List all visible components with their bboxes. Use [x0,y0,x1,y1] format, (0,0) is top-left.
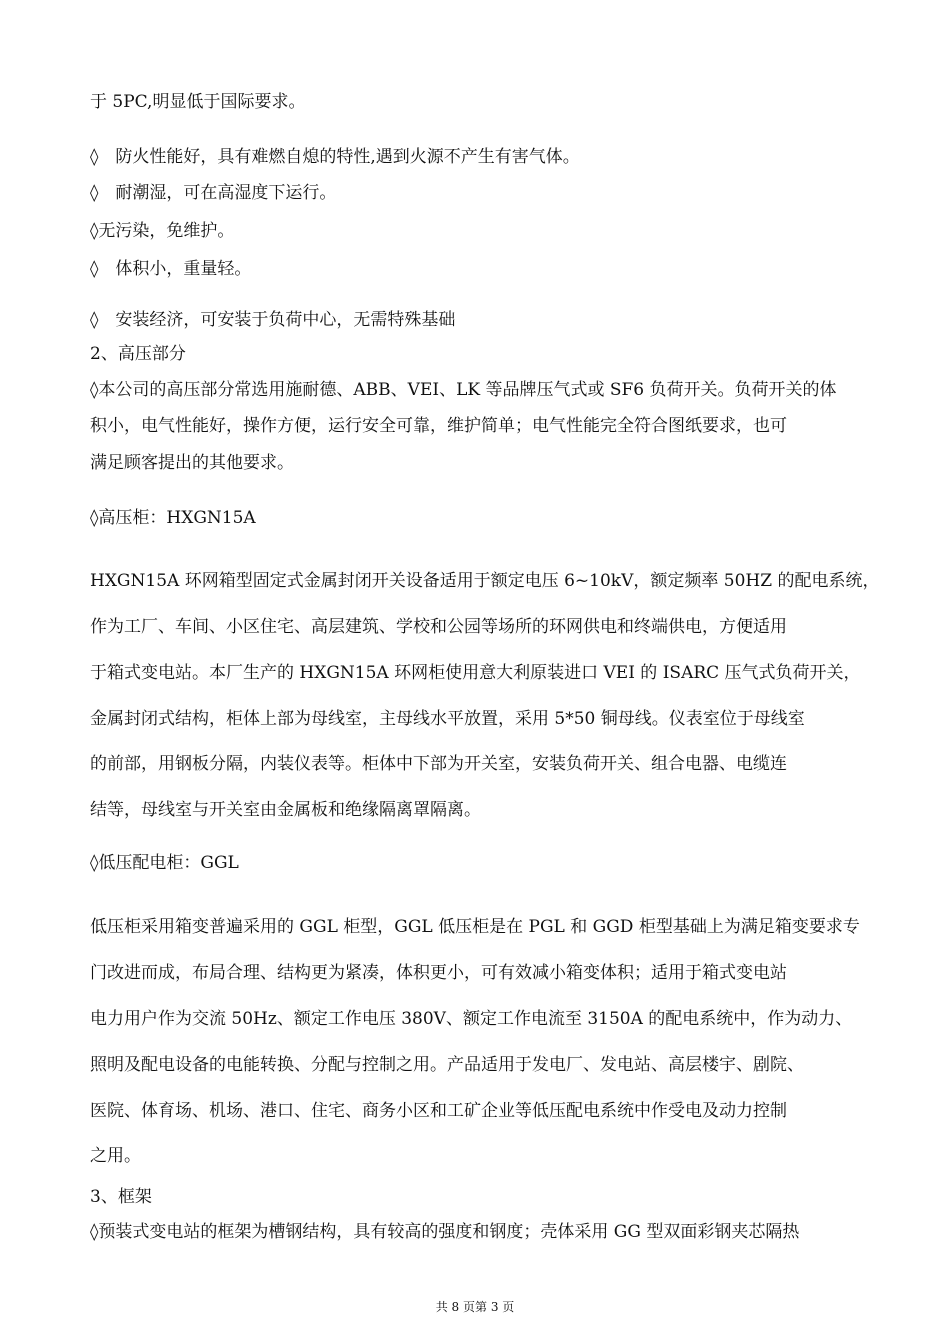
bullet-item: ◊ 耐潮湿，可在高湿度下运行。 [90,183,337,203]
section-heading: 3、框架 [90,1187,152,1207]
paragraph-line: ◊本公司的高压部分常选用施耐德、ABB、VEI、LK 等品牌压气式或 SF6 负荷开关。负荷开关的体 [90,380,837,400]
paragraph-line: 医院、体育场、机场、港口、住宅、商务小区和工矿企业等低压配电系统中作受电及动力控制 [90,1101,787,1121]
paragraph-line: 作为工厂、车间、小区住宅、高层建筑、学校和公园等场所的环网供电和终端供电，方便适用 [90,617,787,637]
bullet-item: ◊ 体积小，重量轻。 [90,259,252,279]
section-heading: 2、高压部分 [90,344,186,364]
paragraph-line: 的前部，用钢板分隔，内装仪表等。柜体中下部为开关室，安装负荷开关、组合电器、电缆连 [90,754,787,774]
paragraph-line: 低压柜采用箱变普遍采用的 GGL 柜型，GGL 低压柜是在 PGL 和 GGD 柜型基础上为满足箱变要求专 [90,917,860,937]
bullet-item: ◊无污染，免维护。 [90,221,235,241]
page-footer: 共 8 页第 3 页 [435,1300,515,1314]
paragraph-line: 金属封闭式结构，柜体上部为母线室，主母线水平放置，采用 5*50 铜母线。仪表室位于母线室 [90,709,805,729]
subheading: ◊高压柜：HXGN15A [90,508,256,528]
paragraph-line: 门改进而成，布局合理、结构更为紧凑，体积更小，可有效减小箱变体积；适用于箱式变电站 [90,963,787,983]
paragraph-line: 之用。 [90,1146,141,1166]
paragraph-line: 于 5PC,明显低于国际要求。 [90,92,306,112]
bullet-item: ◊ 防火性能好，具有难燃自熄的特性,遇到火源不产生有害气体。 [90,147,580,167]
paragraph-line: 电力用户作为交流 50Hz、额定工作电压 380V、额定工作电流至 3150A 的配电系统中，作为动力、 [90,1009,853,1029]
paragraph-line: HXGN15A 环网箱型固定式金属封闭开关设备适用于额定电压 6~10kV，额定频率 50HZ 的配电系统， [90,571,880,591]
paragraph-line: 结等，母线室与开关室由金属板和绝缘隔离罩隔离。 [90,800,481,820]
paragraph-line: 积小，电气性能好，操作方便，运行安全可靠，维护简单；电气性能完全符合图纸要求，也可 [90,416,787,436]
paragraph-line: ◊预装式变电站的框架为槽钢结构，具有较高的强度和钢度；壳体采用 GG 型双面彩钢夹芯隔热 [90,1222,800,1242]
paragraph-line: 于箱式变电站。本厂生产的 HXGN15A 环网柜使用意大利原装进口 VEI 的 ISARC 压气式负荷开关， [90,663,861,683]
paragraph-line: 满足顾客提出的其他要求。 [90,453,294,473]
paragraph-line: 照明及配电设备的电能转换、分配与控制之用。产品适用于发电厂、发电站、高层楼宇、剧院、 [90,1055,804,1075]
subheading: ◊低压配电柜：GGL [90,853,239,873]
bullet-item: ◊ 安装经济，可安装于负荷中心，无需特殊基础 [90,310,456,330]
